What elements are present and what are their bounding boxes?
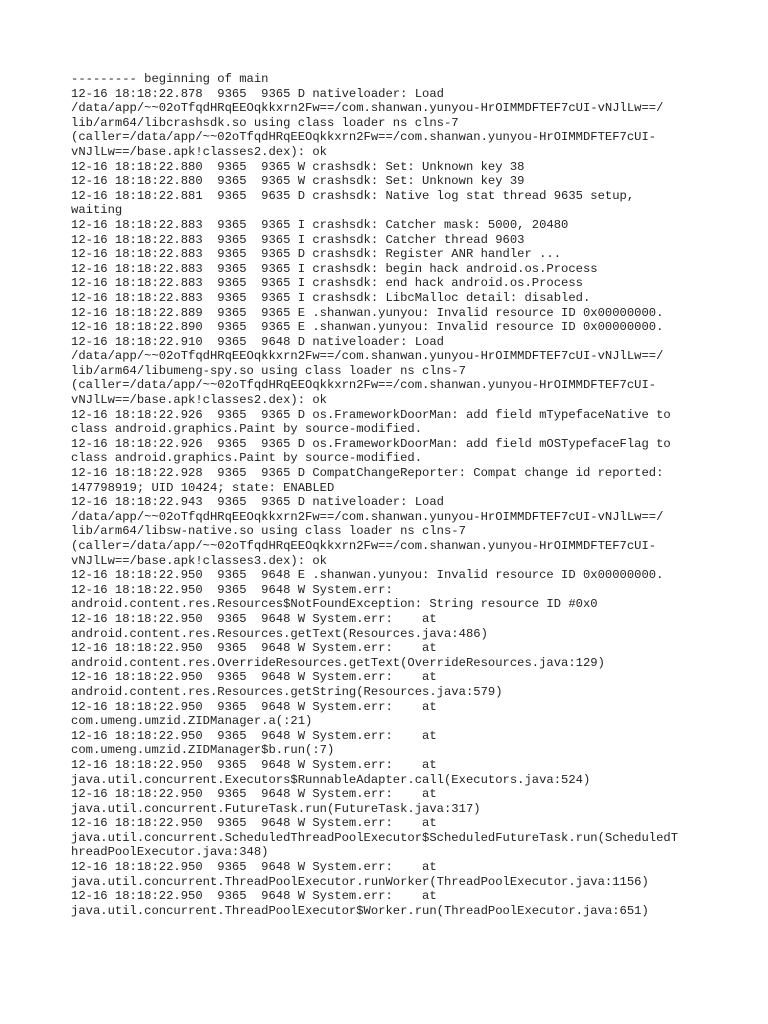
log-line: 12-16 18:18:22.910 9365 9648 D nativeloader: Load [71, 334, 444, 349]
log-line: 12-16 18:18:22.950 9365 9648 W System.err: at [71, 889, 437, 904]
log-line: 12-16 18:18:22.950 9365 9648 W System.err: at [71, 860, 437, 875]
log-line: 12-16 18:18:22.890 9365 9365 E .shanwan.yunyou: Invalid resource ID 0x00000000. [71, 320, 664, 335]
log-line: 12-16 18:18:22.881 9365 9635 D crashsdk: Native log stat thread 9635 setup, [71, 188, 635, 203]
log-line: --------- beginning of main [71, 72, 269, 86]
log-line: vNJlLw==/base.apk!classes3.dex): ok [71, 553, 327, 568]
log-line: 12-16 18:18:22.950 9365 9648 W System.err: [71, 582, 393, 597]
log-line: hreadPoolExecutor.java:348) [71, 845, 269, 860]
log-line: 12-16 18:18:22.926 9365 9365 D os.FrameworkDoorMan: add field mOSTypefaceFlag to [71, 436, 671, 451]
log-line: 12-16 18:18:22.950 9365 9648 W System.err: at [71, 670, 437, 685]
log-line: vNJlLw==/base.apk!classes2.dex): ok [71, 144, 327, 159]
log-line: /data/app/~~02oTfqdHRqEEOqkkxrn2Fw==/com.shanwan.yunyou-HrOIMMDFTEF7cUI-vNJlLw==/ [71, 349, 664, 364]
log-line: class android.graphics.Paint by source-modified. [71, 451, 423, 466]
log-line: vNJlLw==/base.apk!classes2.dex): ok [71, 393, 327, 408]
log-line: /data/app/~~02oTfqdHRqEEOqkkxrn2Fw==/com.shanwan.yunyou-HrOIMMDFTEF7cUI-vNJlLw==/ [71, 509, 664, 524]
log-line: java.util.concurrent.FutureTask.run(FutureTask.java:317) [71, 801, 481, 816]
log-line: lib/arm64/libumeng-spy.so using class loader ns clns-7 [71, 363, 466, 378]
log-line: 12-16 18:18:22.950 9365 9648 W System.err: at [71, 787, 437, 802]
log-line: java.util.concurrent.Executors$RunnableAdapter.call(Executors.java:524) [71, 772, 591, 787]
log-line: lib/arm64/libsw-native.so using class loader ns clns-7 [71, 524, 466, 539]
log-line: android.content.res.Resources.getText(Resources.java:486) [71, 626, 488, 641]
log-line: java.util.concurrent.ThreadPoolExecutor.runWorker(ThreadPoolExecutor.java:1156) [71, 874, 649, 889]
log-line: 12-16 18:18:22.950 9365 9648 W System.err: at [71, 611, 437, 626]
log-line: 12-16 18:18:22.928 9365 9365 D CompatChangeReporter: Compat change id reported: [71, 466, 664, 481]
log-line: 12-16 18:18:22.950 9365 9648 W System.err: at [71, 699, 437, 714]
log-line: java.util.concurrent.ThreadPoolExecutor$Worker.run(ThreadPoolExecutor.java:651) [71, 903, 649, 918]
log-line: 12-16 18:18:22.950 9365 9648 W System.err: at [71, 816, 437, 831]
log-line: 12-16 18:18:22.880 9365 9365 W crashsdk: Set: Unknown key 39 [71, 174, 525, 189]
log-line: (caller=/data/app/~~02oTfqdHRqEEOqkkxrn2Fw==/com.shanwan.yunyou-HrOIMMDFTEF7cUI- [71, 539, 657, 553]
log-line: 12-16 18:18:22.950 9365 9648 W System.err: at [71, 757, 437, 772]
log-line: 12-16 18:18:22.883 9365 9365 I crashsdk: end hack android.os.Process [71, 276, 583, 291]
log-line: 12-16 18:18:22.926 9365 9365 D os.FrameworkDoorMan: add field mTypefaceNative to [71, 407, 671, 422]
log-line: lib/arm64/libcrashsdk.so using class loader ns clns-7 [71, 115, 459, 130]
log-line: 12-16 18:18:22.883 9365 9365 I crashsdk: LibcMalloc detail: disabled. [71, 290, 591, 305]
log-line: 12-16 18:18:22.883 9365 9365 I crashsdk: begin hack android.os.Process [71, 261, 598, 276]
log-line: 12-16 18:18:22.950 9365 9648 W System.err: at [71, 641, 437, 656]
log-line: 12-16 18:18:22.950 9365 9648 E .shanwan.yunyou: Invalid resource ID 0x00000000. [71, 568, 664, 583]
log-line: waiting [71, 203, 123, 218]
log-line: /data/app/~~02oTfqdHRqEEOqkkxrn2Fw==/com.shanwan.yunyou-HrOIMMDFTEF7cUI-vNJlLw==/ [71, 101, 664, 116]
log-line: 12-16 18:18:22.943 9365 9365 D nativeloader: Load [71, 495, 444, 510]
log-line: com.umeng.umzid.ZIDManager.a(:21) [71, 714, 313, 729]
log-line: 12-16 18:18:22.883 9365 9365 I crashsdk: Catcher mask: 5000, 20480 [71, 217, 569, 232]
log-line: 12-16 18:18:22.880 9365 9365 W crashsdk: Set: Unknown key 38 [71, 159, 525, 174]
log-line: (caller=/data/app/~~02oTfqdHRqEEOqkkxrn2Fw==/com.shanwan.yunyou-HrOIMMDFTEF7cUI- [71, 378, 657, 393]
log-line: 12-16 18:18:22.878 9365 9365 D nativeloader: Load [71, 86, 444, 101]
log-line: android.content.res.Resources$NotFoundException: String resource ID #0x0 [71, 597, 598, 612]
log-line: 147798919; UID 10424; state: ENABLED [71, 480, 335, 495]
log-line: java.util.concurrent.ScheduledThreadPoolExecutor$ScheduledFutureTask.run(ScheduledT [71, 830, 679, 845]
log-line: com.umeng.umzid.ZIDManager$b.run(:7) [71, 743, 335, 758]
log-line: (caller=/data/app/~~02oTfqdHRqEEOqkkxrn2Fw==/com.shanwan.yunyou-HrOIMMDFTEF7cUI- [71, 130, 657, 145]
log-line: android.content.res.Resources.getString(Resources.java:579) [71, 684, 503, 699]
log-line: class android.graphics.Paint by source-modified. [71, 422, 423, 437]
log-line: 12-16 18:18:22.883 9365 9365 D crashsdk: Register ANR handler ... [71, 247, 562, 262]
log-line: 12-16 18:18:22.950 9365 9648 W System.err: at [71, 728, 437, 743]
log-line: 12-16 18:18:22.889 9365 9365 E .shanwan.yunyou: Invalid resource ID 0x00000000. [71, 305, 664, 320]
log-text-block [71, 72, 711, 918]
log-line: 12-16 18:18:22.883 9365 9365 I crashsdk: Catcher thread 9603 [71, 232, 525, 247]
log-line: android.content.res.OverrideResources.getText(OverrideResources.java:129) [71, 655, 605, 670]
